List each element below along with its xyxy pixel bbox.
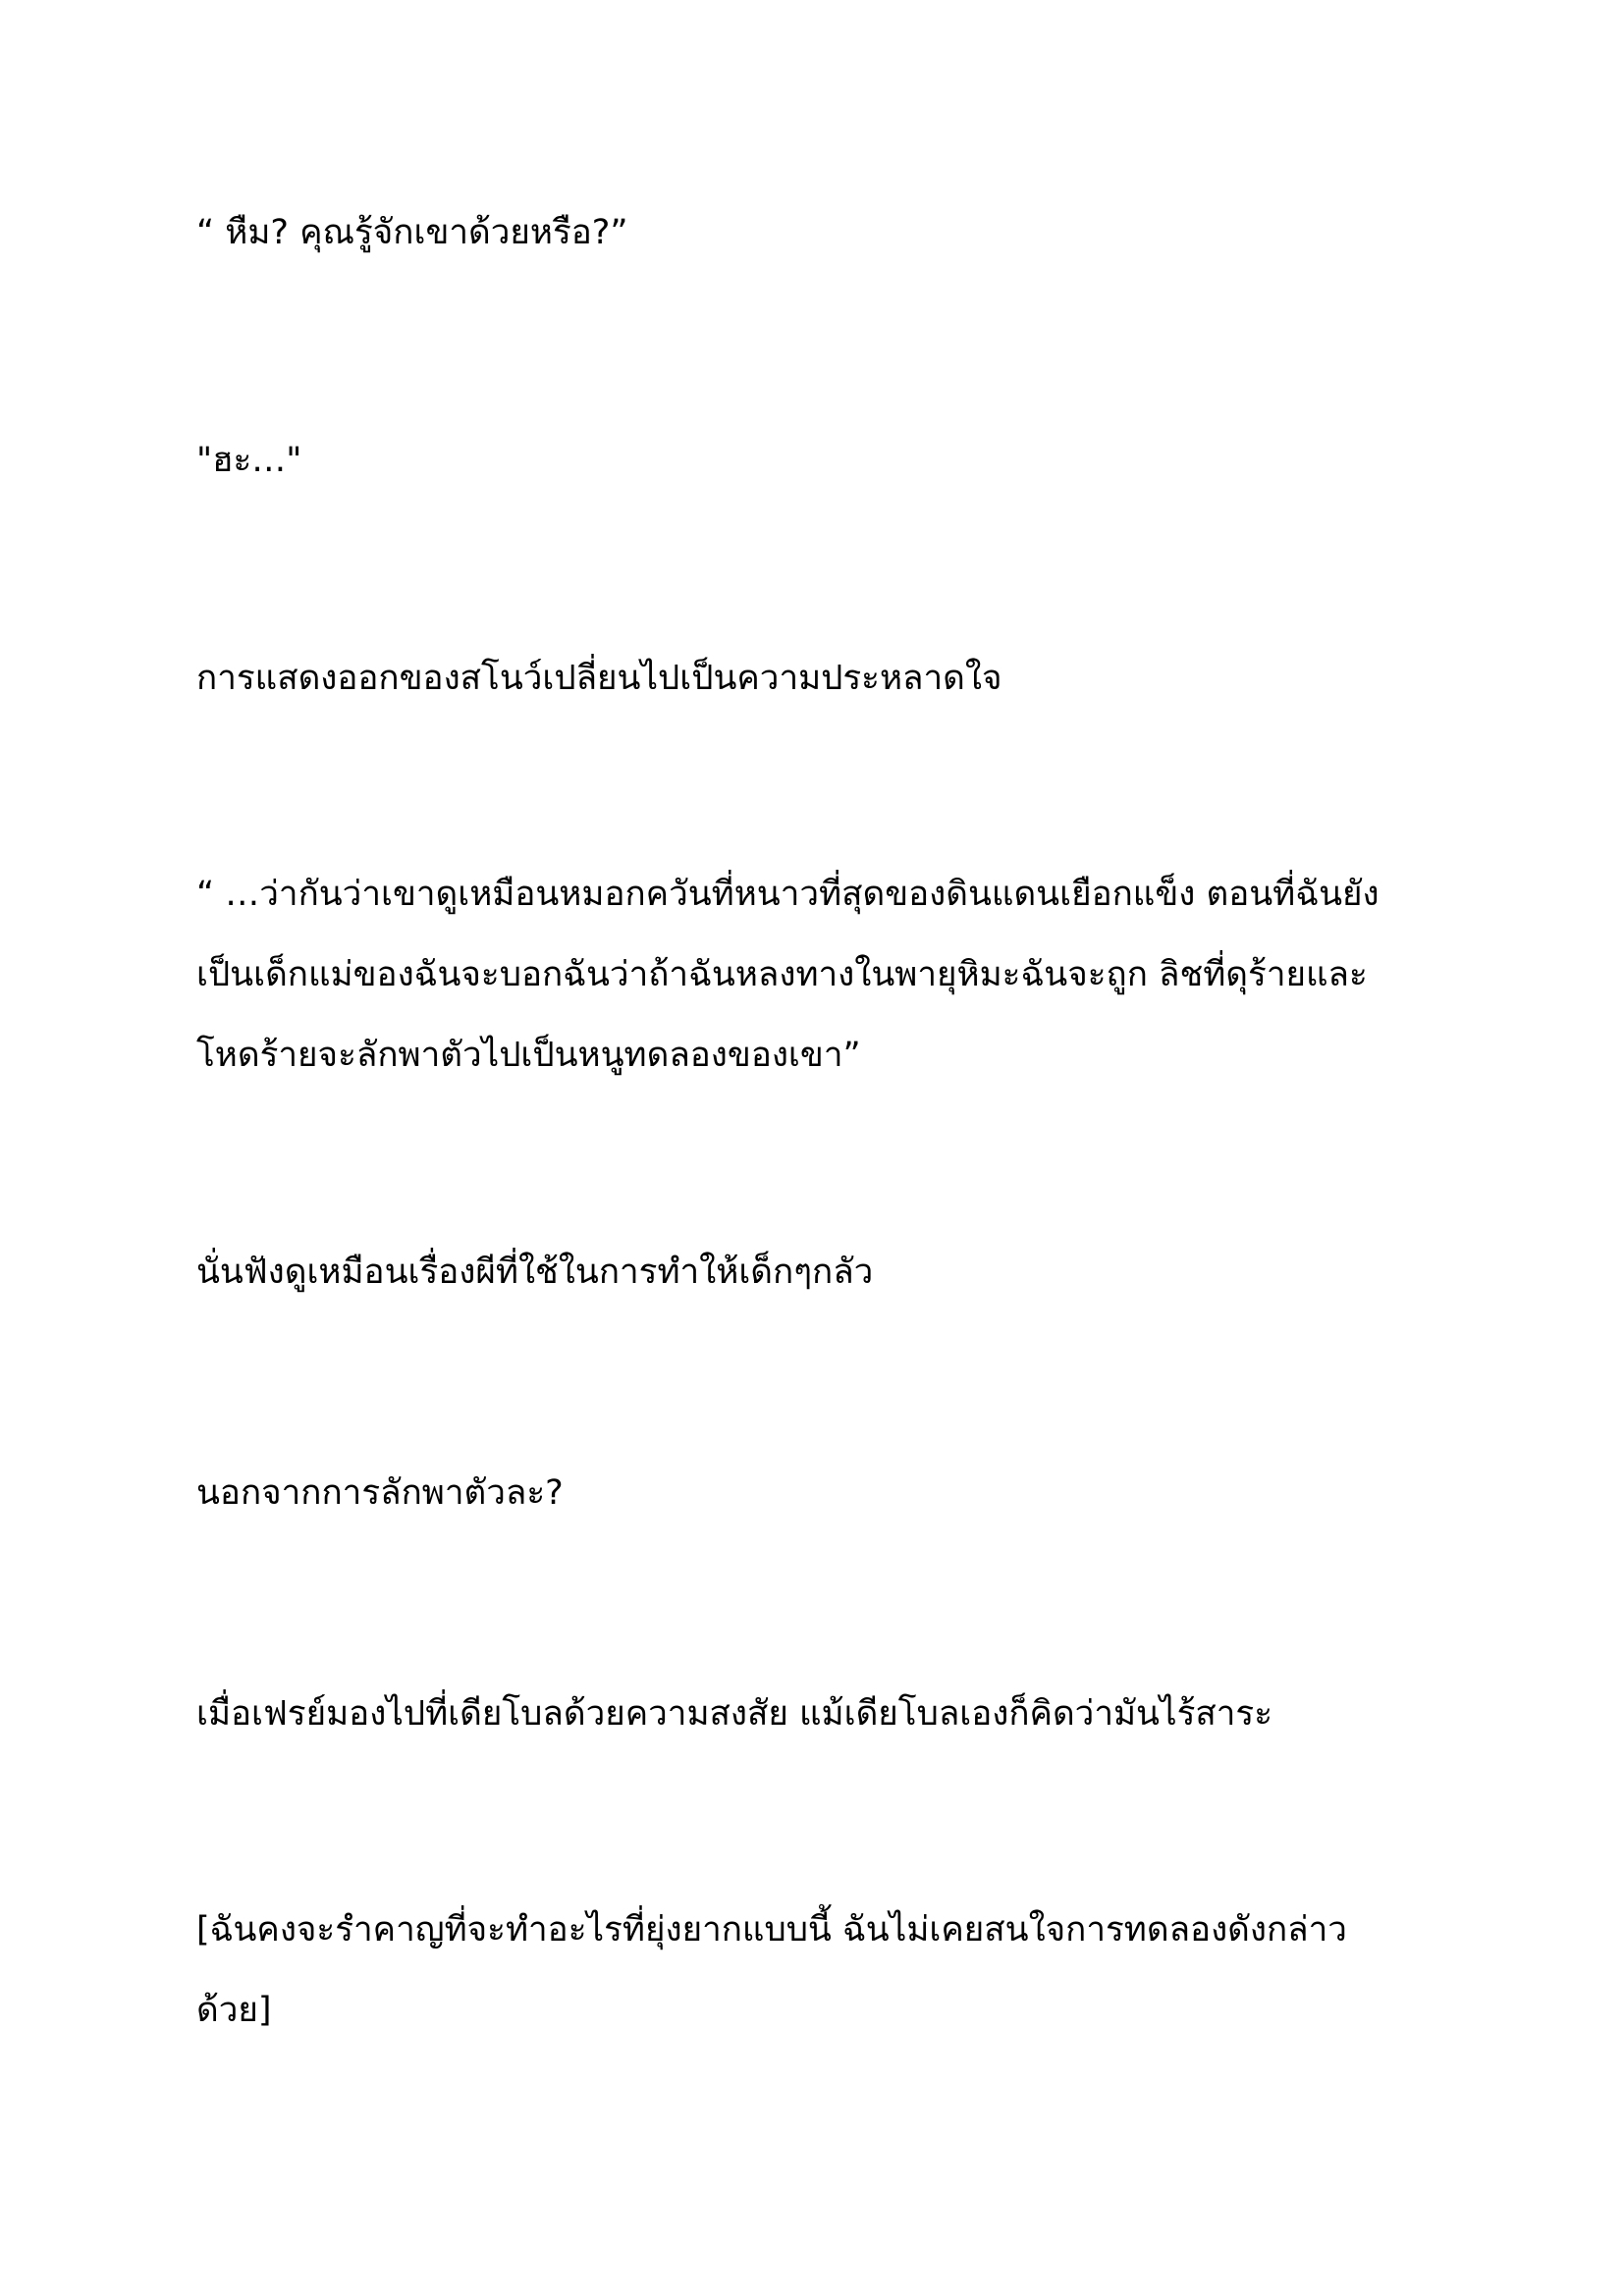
paragraph-narration-frey: [196, 1674, 1414, 1754]
paragraph-narration-ghost-story: [196, 1232, 1414, 1312]
text-line: เป็นเด็กแม่ของฉันจะบอกฉันว่าถ้าฉันหลงทางในพายุหิมะฉันจะถูก ลิชที่ดุร้ายและ: [196, 955, 1368, 994]
text-line: “ …ว่ากันว่าเขาดูเหมือนหมอกควันที่หนาวที่สุดของดินแดนเยือกแข็ง ตอนที่ฉันยัง: [196, 875, 1380, 914]
text-line: "ฮะ…": [196, 441, 302, 480]
text-line: ด้วย]: [196, 1991, 272, 2030]
paragraph-dialogue-legend: [196, 854, 1414, 1095]
paragraph-dialogue-question: [196, 192, 1414, 273]
text-line: การแสดงออกของสโนว์เปลี่ยนไปเป็นความประหลาดใจ: [196, 659, 1002, 698]
paragraph-dialogue-ha: [196, 420, 1414, 501]
text-line: โหดร้ายจะลักพาตัวไปเป็นหนูทดลองของเขา”: [196, 1036, 861, 1075]
text-line: นั่นฟังดูเหมือนเรื่องผีที่ใช้ในการทำให้เด็กๆกลัว: [196, 1253, 874, 1292]
text-line: นอกจากการลักพาตัวละ?: [196, 1473, 564, 1513]
paragraph-narration-snow: [196, 638, 1414, 719]
text-line: [ฉันคงจะรำคาญที่จะทำอะไรที่ยุ่งยากแบบนี้ ฉันไม่เคยสนใจการทดลองดังกล่าว: [196, 1910, 1347, 1949]
text-line: เมื่อเฟรย์มองไปที่เดียโบลด้วยความสงสัย แม้เดียโบลเองก็คิดว่ามันไร้สาระ: [196, 1694, 1272, 1734]
paragraph-dialogue-diablo: [196, 1890, 1414, 2051]
text-line: “ หืม? คุณรู้จักเขาด้วยหรือ?”: [196, 213, 628, 252]
paragraph-narration-kidnapping: [196, 1453, 1414, 1533]
